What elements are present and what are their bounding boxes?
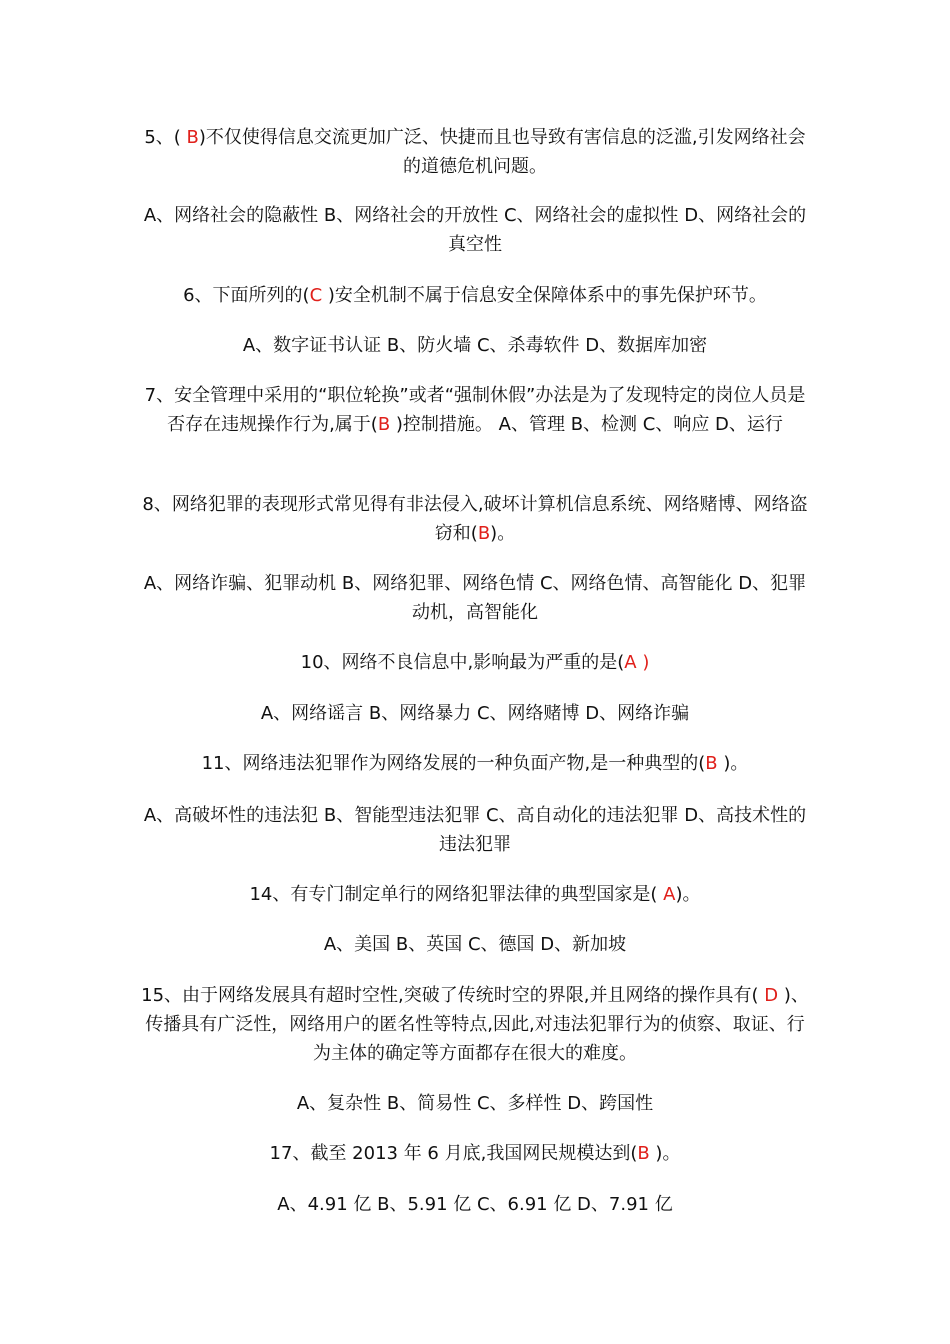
answer-mark: C bbox=[309, 285, 323, 306]
options-14 bbox=[140, 930, 810, 959]
answer-mark: B bbox=[186, 127, 199, 148]
answer-mark: A ) bbox=[624, 652, 650, 673]
question-text: 6、下面所列的( bbox=[183, 285, 310, 306]
answer-mark: B bbox=[637, 1143, 650, 1164]
options-17 bbox=[140, 1190, 810, 1219]
question-text: )。 bbox=[717, 753, 749, 774]
question-text: )不仅使得信息交流更加广泛、快捷而且也导致有害信息的泛滥,引发网络社会的道德危机问题。 bbox=[198, 127, 806, 177]
question-text: 15、由于网络发展具有超时空性,突破了传统时空的界限,并且网络的操作具有( bbox=[141, 985, 765, 1006]
question-5 bbox=[140, 123, 810, 181]
options-10 bbox=[140, 699, 810, 728]
options-text: A、4.91 亿 B、5.91 亿 C、6.91 亿 D、7.91 亿 bbox=[277, 1194, 673, 1215]
question-10 bbox=[140, 648, 810, 677]
options-11 bbox=[140, 801, 810, 859]
question-text: )。 bbox=[490, 523, 516, 544]
question-6 bbox=[140, 281, 810, 310]
options-text: A、数字证书认证 B、防火墙 C、杀毒软件 D、数据库加密 bbox=[242, 335, 708, 356]
question-text: 17、截至 2013 年 6 月底,我国网民规模达到( bbox=[269, 1143, 638, 1164]
question-text: )控制措施。 A、管理 B、检测 C、响应 D、运行 bbox=[390, 414, 783, 435]
options-text: A、美国 B、英国 C、德国 D、新加坡 bbox=[323, 934, 627, 955]
question-7 bbox=[140, 381, 810, 439]
options-text: A、网络社会的隐蔽性 B、网络社会的开放性 C、网络社会的虚拟性 D、网络社会的真空性 bbox=[143, 205, 807, 255]
question-8 bbox=[140, 490, 810, 548]
answer-mark: A bbox=[663, 884, 676, 905]
question-17 bbox=[140, 1139, 810, 1168]
question-text: )安全机制不属于信息安全保障体系中的事先保护环节。 bbox=[322, 285, 767, 306]
question-text: 10、网络不良信息中,影响最为严重的是( bbox=[300, 652, 625, 673]
options-8 bbox=[140, 569, 810, 627]
options-text: A、复杂性 B、简易性 C、多样性 D、跨国性 bbox=[296, 1093, 654, 1114]
options-text: A、高破坏性的违法犯 B、智能型违法犯罪 C、高自动化的违法犯罪 D、高技术性的违法犯罪 bbox=[143, 805, 807, 855]
options-15 bbox=[140, 1089, 810, 1118]
answer-mark: B bbox=[705, 753, 718, 774]
question-text: 8、网络犯罪的表现形式常见得有非法侵入,破坏计算机信息系统、网络赌博、网络盗窃和( bbox=[142, 494, 808, 544]
question-text: 11、网络违法犯罪作为网络发展的一种负面产物,是一种典型的( bbox=[201, 753, 706, 774]
question-14 bbox=[140, 880, 810, 909]
question-text: 7、安全管理中采用的“职位轮换”或者“强制休假”办法是为了发现特定的岗位人员是否存在违规操作行为,属于( bbox=[144, 385, 806, 435]
answer-mark: B bbox=[377, 414, 391, 435]
answer-mark: B bbox=[477, 523, 491, 544]
question-11 bbox=[140, 749, 810, 778]
question-text: 14、有专门制定单行的网络犯罪法律的典型国家是( bbox=[249, 884, 664, 905]
options-6 bbox=[140, 331, 810, 360]
question-15 bbox=[140, 981, 810, 1068]
answer-mark: D bbox=[764, 985, 779, 1006]
question-text: )、传播具有广泛性，网络用户的匿名性等特点,因此,对违法犯罪行为的侦察、取证、行为主体的确定等方面都存在很大的难度。 bbox=[145, 985, 809, 1064]
options-text: A、网络谣言 B、网络暴力 C、网络赌博 D、网络诈骗 bbox=[260, 703, 690, 724]
options-text: A、网络诈骗、犯罪动机 B、网络犯罪、网络色情 C、网络色情、高智能化 D、犯罪动机，高智能化 bbox=[143, 573, 807, 623]
options-5 bbox=[140, 201, 810, 259]
question-text: )。 bbox=[649, 1143, 681, 1164]
question-text: 5、( bbox=[144, 127, 187, 148]
question-text: )。 bbox=[675, 884, 701, 905]
